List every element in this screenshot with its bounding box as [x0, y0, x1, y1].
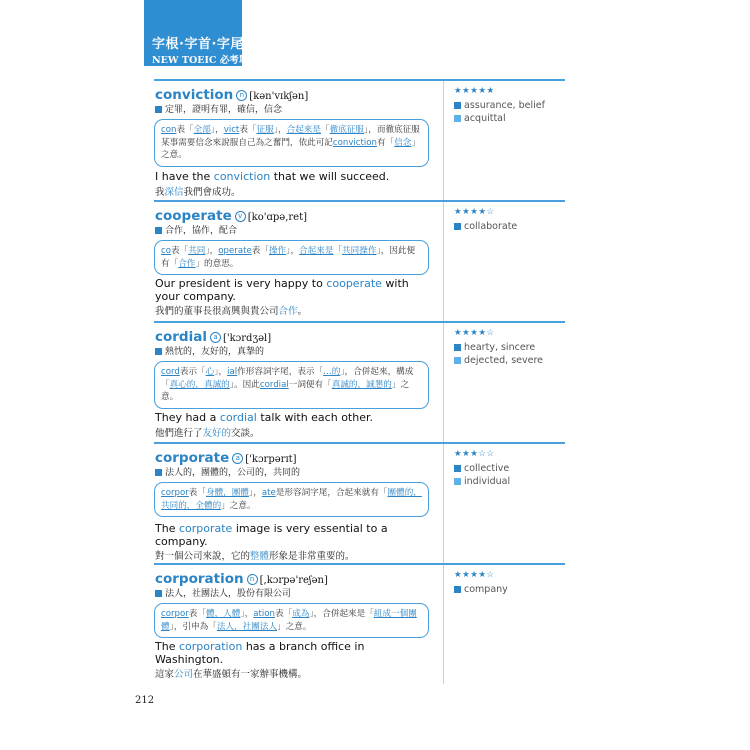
- text-run: 形象是非常重要的。: [269, 551, 355, 562]
- text-run: The: [155, 640, 179, 653]
- pronunciation: ['kɔrpərɪt]: [245, 454, 297, 465]
- example-sentence: [155, 170, 425, 183]
- etymology-box: [154, 119, 429, 167]
- highlight-text: operate: [218, 246, 252, 256]
- related-word-text: individual: [464, 476, 511, 487]
- entry-headword: [155, 205, 307, 224]
- entry-side: [443, 323, 566, 442]
- importance-stars: ★★★☆☆: [454, 449, 495, 459]
- text-run: 在華盛頓有一家辦事機構。: [193, 669, 308, 680]
- related-word-text: collective: [464, 463, 510, 474]
- etymology-box: [154, 482, 429, 517]
- highlight-text: ate: [261, 488, 276, 498]
- definition-text: 法人的，團體的，公司的，共同的: [165, 468, 301, 478]
- text-run: 表示「: [179, 367, 206, 377]
- example-sentence: [155, 277, 425, 303]
- text-run: 我們會成功。: [183, 187, 241, 198]
- highlight-text: 心: [205, 367, 215, 377]
- antonym-icon: [454, 357, 461, 364]
- related-word-text: collaborate: [464, 221, 518, 232]
- text-run: 」，而徹底征服某事需要信念來說服自己為之奮鬥，依此可記: [161, 125, 420, 148]
- definition: [155, 465, 300, 478]
- highlight-text: cooperate: [326, 277, 382, 290]
- synonym: [454, 463, 509, 474]
- entry-corporate: [154, 442, 565, 563]
- highlight-text: 友好的: [202, 428, 232, 439]
- synonym-icon: [454, 102, 461, 109]
- example-translation: [155, 425, 260, 439]
- highlight-text: con: [161, 125, 177, 135]
- importance-stars: ★★★★☆: [454, 328, 495, 338]
- text-run: 表「: [274, 609, 293, 619]
- headword: cordial: [155, 329, 207, 345]
- highlight-text: 公司: [174, 669, 194, 680]
- text-run: 表「: [251, 246, 269, 256]
- highlight-text: 征服: [256, 125, 274, 135]
- highlight-text: conviction: [213, 170, 271, 183]
- text-run: 我: [155, 187, 165, 198]
- highlight-text: corporate: [178, 522, 233, 535]
- text-run: 」，: [286, 246, 300, 256]
- synonym: [454, 221, 517, 232]
- entry-headword: [155, 84, 308, 103]
- headword: conviction: [155, 87, 234, 103]
- highlight-text: 共同操作: [342, 246, 377, 256]
- definition-icon: [155, 227, 162, 234]
- related-word-text: acquittal: [464, 113, 506, 124]
- text-run: 表「: [188, 609, 206, 619]
- importance-stars: ★★★★★: [454, 86, 495, 96]
- headword: cooperate: [155, 208, 232, 224]
- definition-icon: [155, 590, 162, 597]
- text-run: 」，因此便有「: [161, 246, 416, 269]
- importance-stars: ★★★★☆: [454, 207, 495, 217]
- text-run: 是形容詞字尾，合起來就有「: [275, 488, 388, 498]
- text-run: 我們的董事長很高興與貴公司: [155, 306, 279, 317]
- headword: corporate: [155, 450, 230, 466]
- definition-text: 熱忱的，友好的，真摯的: [165, 347, 265, 357]
- highlight-text: 真心的，真誠的: [169, 379, 230, 390]
- example-sentence: [155, 411, 425, 424]
- text-run: 」，: [248, 488, 262, 498]
- text-run: 有「: [376, 137, 395, 148]
- highlight-text: 成為: [292, 609, 310, 619]
- definition-text: 合作，協作，配合: [165, 226, 238, 236]
- pronunciation: [ko'ɑpə,ret]: [247, 212, 307, 223]
- text-run: 表「: [176, 125, 194, 135]
- highlight-text: corpor: [161, 609, 189, 619]
- text-run: The: [155, 522, 179, 535]
- example-sentence: [155, 640, 425, 666]
- highlight-text: 合起來是: [286, 125, 321, 135]
- text-run: 他們進行了: [155, 428, 203, 439]
- definition: [155, 344, 264, 357]
- text-run: 」，合併起來是「: [309, 609, 374, 619]
- highlight-text: 組成一個團體: [161, 609, 417, 632]
- highlight-text: 合作: [278, 306, 298, 317]
- text-run: 。: [297, 306, 308, 317]
- highlight-text: corporation: [178, 640, 243, 653]
- synonym-icon: [454, 586, 461, 593]
- text-run: has a branch office in Washington.: [155, 640, 365, 666]
- chapter-subtitle: NEW TOEIC 必考單字: [152, 55, 258, 66]
- entry-main: [154, 202, 441, 321]
- pronunciation: [kən'vɪkʃən]: [249, 91, 309, 102]
- related-word-text: company: [464, 584, 508, 595]
- definition-icon: [155, 469, 162, 476]
- highlight-text: …的: [323, 367, 341, 377]
- entry-side: [443, 444, 566, 563]
- entry-headword: [155, 326, 271, 345]
- entry-main: [154, 444, 441, 563]
- text-run: 交談。: [231, 428, 260, 439]
- antonym: [454, 113, 506, 124]
- highlight-text: cord: [161, 367, 180, 377]
- highlight-text: 全部: [193, 125, 211, 135]
- definition-text: 定罪，證明有罪，確信，信念: [165, 105, 283, 115]
- text-run: 」，合併起來，構成「: [161, 367, 414, 390]
- text-run: 表「: [188, 488, 206, 498]
- etymology-box: [154, 240, 429, 275]
- highlight-text: 體，人體: [205, 609, 241, 619]
- highlight-text: ation: [253, 609, 275, 619]
- text-run: 」，: [240, 609, 254, 619]
- part-of-speech-badge: n: [247, 574, 258, 585]
- antonym: [454, 476, 510, 487]
- definition: [155, 586, 291, 599]
- part-of-speech-badge: a: [210, 332, 221, 343]
- entry-side: [443, 565, 566, 684]
- highlight-text: 合作: [178, 258, 196, 269]
- highlight-text: 團體的，共同的，全體的: [161, 488, 422, 511]
- highlight-text: vict: [223, 125, 240, 135]
- text-run: 」，: [214, 367, 228, 377]
- definition-text: 法人，社團法人，股份有限公司: [165, 589, 292, 599]
- synonym: [454, 342, 535, 353]
- synonym-icon: [454, 344, 461, 351]
- text-run: 」，: [273, 125, 287, 135]
- text-run: 「: [333, 246, 343, 256]
- antonym-icon: [454, 115, 461, 122]
- text-run: They had a: [155, 411, 220, 424]
- related-word-text: hearty, sincere: [464, 342, 536, 353]
- antonym-icon: [454, 478, 461, 485]
- text-run: 對一個公司來說，它的: [155, 551, 251, 562]
- highlight-text: 法人，社團法人: [216, 621, 278, 632]
- text-run: 」的意思。: [195, 258, 239, 269]
- headword: corporation: [155, 571, 244, 587]
- entry-cooperate: [154, 200, 565, 321]
- synonym: [454, 100, 545, 111]
- text-run: with your company.: [155, 277, 409, 303]
- definition: [155, 223, 237, 236]
- entry-main: [154, 323, 441, 442]
- text-run: 「: [321, 125, 330, 135]
- highlight-text: ial: [227, 367, 238, 377]
- vocabulary-list: [154, 79, 565, 684]
- definition-icon: [155, 106, 162, 113]
- text-run: 」，引申為「: [169, 621, 217, 632]
- synonym-icon: [454, 465, 461, 472]
- example-sentence: [155, 522, 425, 548]
- highlight-text: 整體: [250, 551, 270, 562]
- highlight-text: 共同: [188, 246, 206, 256]
- highlight-text: cordial: [219, 411, 257, 424]
- part-of-speech-badge: n: [236, 90, 247, 101]
- text-run: 表「: [170, 246, 189, 256]
- entry-cordial: [154, 321, 565, 442]
- text-run: that we will succeed.: [270, 170, 390, 183]
- entry-main: [154, 81, 441, 200]
- highlight-text: 真誠的，誠懇的: [331, 379, 392, 390]
- entry-corporation: [154, 563, 565, 684]
- page-number: 212: [135, 695, 155, 706]
- chapter-header: [144, 0, 258, 66]
- definition: [155, 102, 282, 115]
- text-run: 」之意。: [277, 621, 312, 632]
- highlight-text: cordial: [259, 379, 289, 390]
- highlight-text: 合起來是: [299, 246, 334, 256]
- highlight-text: 深信: [164, 187, 184, 198]
- entry-side: [443, 202, 566, 321]
- example-translation: [155, 666, 307, 680]
- highlight-text: 操作: [268, 246, 287, 256]
- text-run: 」之意。: [161, 379, 410, 402]
- entry-headword: [155, 447, 297, 466]
- text-run: 」，: [210, 125, 224, 135]
- text-run: 」之意。: [161, 137, 420, 160]
- synonym: [454, 584, 508, 595]
- entry-side: [443, 81, 566, 200]
- part-of-speech-badge: v: [235, 211, 246, 222]
- related-word-text: assurance, belief: [464, 100, 545, 111]
- example-translation: [155, 184, 241, 198]
- text-run: 這家: [155, 669, 175, 680]
- etymology-box: [154, 361, 429, 409]
- pronunciation: ['kɔrdʒəl]: [222, 333, 272, 344]
- part-of-speech-badge: a: [232, 453, 243, 464]
- chapter-title: 字根·字首·字尾: [152, 37, 244, 52]
- importance-stars: ★★★★☆: [454, 570, 495, 580]
- pronunciation: [,kɔrpə'reʃən]: [259, 575, 328, 586]
- text-run: I have the: [155, 170, 214, 183]
- text-run: 表「: [239, 125, 257, 135]
- text-run: image is very essential to a company.: [155, 522, 388, 548]
- related-word-text: dejected, severe: [464, 355, 544, 366]
- etymology-box: [154, 603, 429, 638]
- text-run: 」之意。: [221, 500, 256, 511]
- example-translation: [155, 548, 355, 562]
- text-run: 」。因此: [229, 379, 260, 390]
- highlight-text: 信念: [394, 137, 412, 148]
- entry-main: [154, 565, 441, 684]
- text-run: 作形容詞字尾，表示「: [237, 367, 324, 377]
- highlight-text: corpor: [161, 488, 189, 498]
- highlight-text: conviction: [332, 137, 377, 148]
- highlight-text: 徹底征服: [329, 125, 364, 135]
- entry-conviction: [154, 79, 565, 200]
- definition-icon: [155, 348, 162, 355]
- text-run: 一詞便有「: [288, 379, 332, 390]
- highlight-text: co: [161, 246, 171, 256]
- text-run: 」，: [205, 246, 219, 256]
- entry-headword: [155, 568, 328, 587]
- highlight-text: 身體，團體: [205, 488, 249, 498]
- synonym-icon: [454, 223, 461, 230]
- text-run: Our president is very happy to: [155, 277, 327, 290]
- antonym: [454, 355, 543, 366]
- text-run: talk with each other.: [256, 411, 373, 424]
- example-translation: [155, 303, 307, 317]
